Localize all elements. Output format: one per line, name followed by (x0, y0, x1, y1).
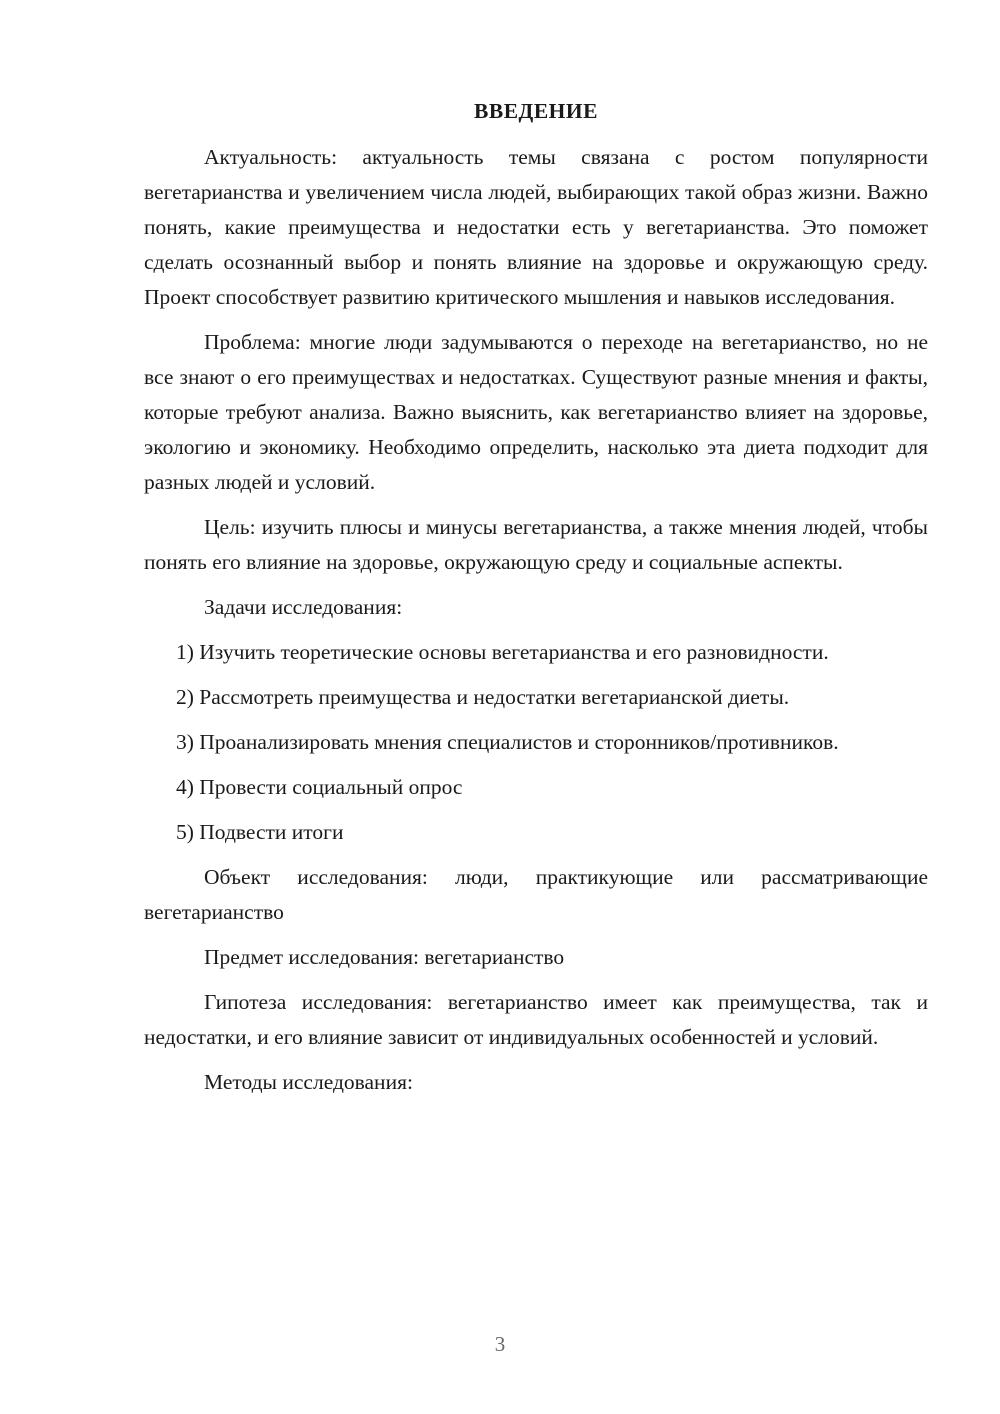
page-content (144, 94, 928, 1110)
object-paragraph: Объект исследования: люди, практикующие или рассматривающие вегетарианство (144, 865, 928, 924)
relevance-paragraph: Актуальность: актуальность темы связана с ростом популярности вегетарианства и увеличением числа людей, выбирающих такой образ жизни. Важно понять, какие преимущества и недостатки есть у вегетарианства. Это поможет сделать осознанный выбор и понять влияние на здоровье и окружающую среду. Проект способствует развитию критического мышления и навыков исследования. (144, 145, 928, 309)
task-item-4: 4) Провести социальный опрос (176, 775, 463, 799)
hypothesis-paragraph: Гипотеза исследования: вегетарианство имеет как преимущества, так и недостатки, и его влияние зависит от индивидуальных особенностей и условий. (144, 990, 928, 1049)
subject-paragraph: Предмет исследования: вегетарианство (204, 945, 565, 969)
section-heading: ВВЕДЕНИЕ (474, 99, 598, 123)
tasks-title: Задачи исследования: (204, 595, 403, 619)
page-number: 3 (494, 1332, 506, 1356)
task-item-3: 3) Проанализировать мнения специалистов и сторонников/противников. (176, 730, 839, 754)
goal-paragraph: Цель: изучить плюсы и минусы вегетарианства, а также мнения людей, чтобы понять его влияние на здоровье, окружающую среду и социальные аспекты. (144, 515, 928, 574)
problem-paragraph: Проблема: многие люди задумываются о переходе на вегетарианство, но не все знают о его преимуществах и недостатках. Существуют разные мнения и факты, которые требуют анализа. Важно выяснить, как вегетарианство влияет на здоровье, экологию и экономику. Необходимо определить, насколько эта диета подходит для разных людей и условий. (144, 330, 928, 494)
task-item-1: 1) Изучить теоретические основы вегетарианства и его разновидности. (176, 640, 829, 664)
methods-title: Методы исследования: (204, 1070, 413, 1094)
task-item-2: 2) Рассмотреть преимущества и недостатки вегетарианской диеты. (176, 685, 790, 709)
task-item-5: 5) Подвести итоги (176, 820, 344, 844)
